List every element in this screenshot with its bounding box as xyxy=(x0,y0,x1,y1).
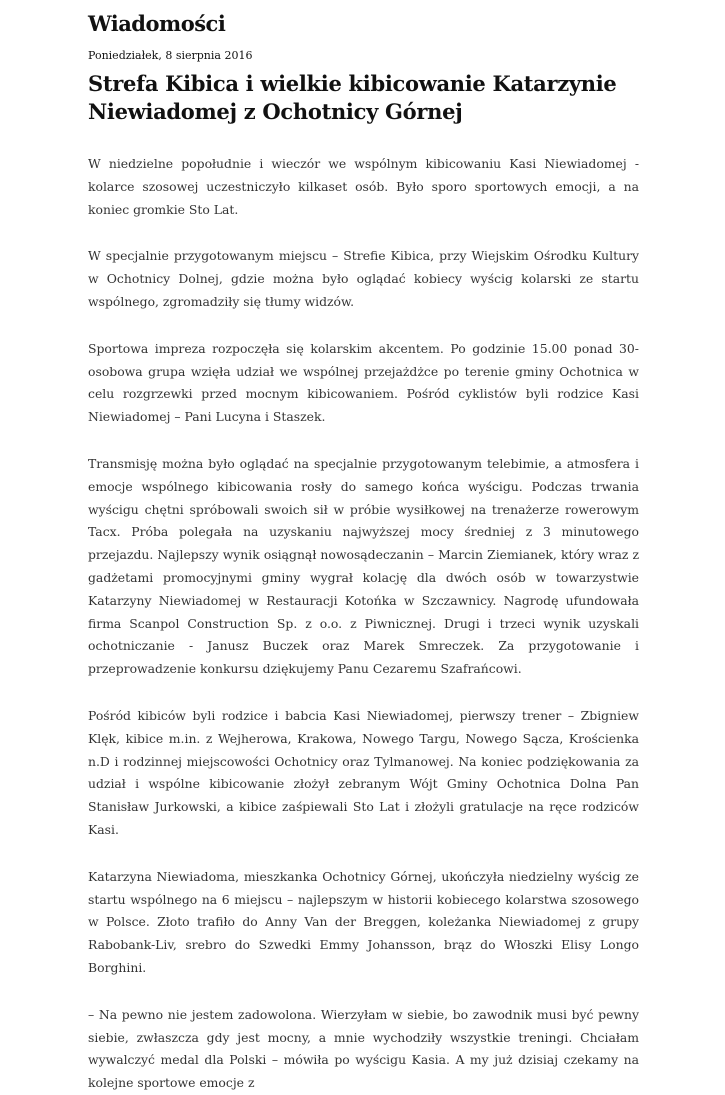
section-title: Wiadomości xyxy=(88,11,226,36)
article-paragraph: Transmisję można było oglądać na specjalnie przygotowanym telebimie, a atmosfera i emocje wspólnego kibicowania rosły do samego końca wyścigu. Podczas trwania wyścigu chętni spróbowali swoich sił w próbie wysiłkowej na trenażerze rowerowym Tacx. Próba polegała na uzyskaniu najwyższej mocy średniej z 3 minutowego przejazdu. Najlepszy wynik osiągnął nowosądeczanin – Marcin Ziemianek, który wraz z gadżetami promocyjnymi gminy wygrał kolację dla dwóch osób w towarzystwie Katarzyny Niewiadomej w Restauracji Kotońka w Szczawnicy. Nagrodę ufundowała firma Scanpol Construction Sp. z o.o. z Piwnicznej. Drugi i trzeci wynik uzyskali ochotniczanie - Janusz Buczek oraz Marek Smreczek. Za przygotowanie i przeprowadzenie konkursu dziękujemy Panu Cezaremu Szafrańcowi. xyxy=(88,455,639,677)
article-paragraph: – Na pewno nie jestem zadowolona. Wierzyłam w siebie, bo zawodnik musi być pewny siebie, zwłaszcza gdy jest mocny, a mnie wychodziły wszystkie treningi. Chciałam wywalczyć medal dla Polski – mówiła po wyścigu Kasia. A my już dzisiaj czekamy na kolejne sportowe emocje z xyxy=(88,1006,639,1091)
article-body xyxy=(88,153,639,1095)
article-paragraph: Sportowa impreza rozpoczęła się kolarskim akcentem. Po godzinie 15.00 ponad 30-osobowa grupa wzięła udział we wspólnej przejażdżce po terenie gminy Ochotnica w celu rozgrzewki przed mocnym kibicowaniem. Pośród cyklistów byli rodzice Kasi Niewiadomej – Pani Lucyna i Staszek. xyxy=(88,340,639,425)
article-paragraph: W niedzielne popołudnie i wieczór we wspólnym kibicowaniu Kasi Niewiadomej - kolarce szosowej uczestniczyło kilkaset osób. Było sporo sportowych emocji, a na koniec gromkie Sto Lat. xyxy=(88,156,639,217)
article-paragraph: Katarzyna Niewiadoma, mieszkanka Ochotnicy Górnej, ukończyła niedzielny wyścig ze startu wspólnego na 6 miejscu – najlepszym w historii kobiecego kolarstwa szosowego w Polsce. Złoto trafiło do Anny Van der Breggen, koleżanka Niewiadomej z grupy Rabobank-Liv, srebro do Szwedki Emmy Johansson, brąz do Włoszki Elisy Longo Borghini. xyxy=(88,868,639,975)
article-title: Strefa Kibica i wielkie kibicowanie Katarzynie Niewiadomej z Ochotnicy Górnej xyxy=(88,71,617,124)
article-paragraph: W specjalnie przygotowanym miejscu – Strefie Kibica, przy Wiejskim Ośrodku Kultury w Ochotnicy Dolnej, gdzie można było oglądać kobiecy wyścig kolarski ze startu wspólnego, zgromadziły się tłumy widzów. xyxy=(88,248,639,309)
article-paragraph: Pośród kibiców byli rodzice i babcia Kasi Niewiadomej, pierwszy trener – Zbigniew Klęk, kibice m.in. z Wejherowa, Krakowa, Nowego Targu, Nowego Sącza, Krościenka n.D i rodzinnej miejscowości Ochotnicy oraz Tylmanowej. Na koniec podziękowania za udział i wspólne kibicowanie złożył zebranym Wójt Gminy Ochotnica Dolna Pan Stanisław Jurkowski, a kibice zaśpiewali Sto Lat i złożyli gratulacje na ręce rodziców Kasi. xyxy=(88,707,639,837)
article-date: Poniedziałek, 8 sierpnia 2016 xyxy=(88,49,253,62)
